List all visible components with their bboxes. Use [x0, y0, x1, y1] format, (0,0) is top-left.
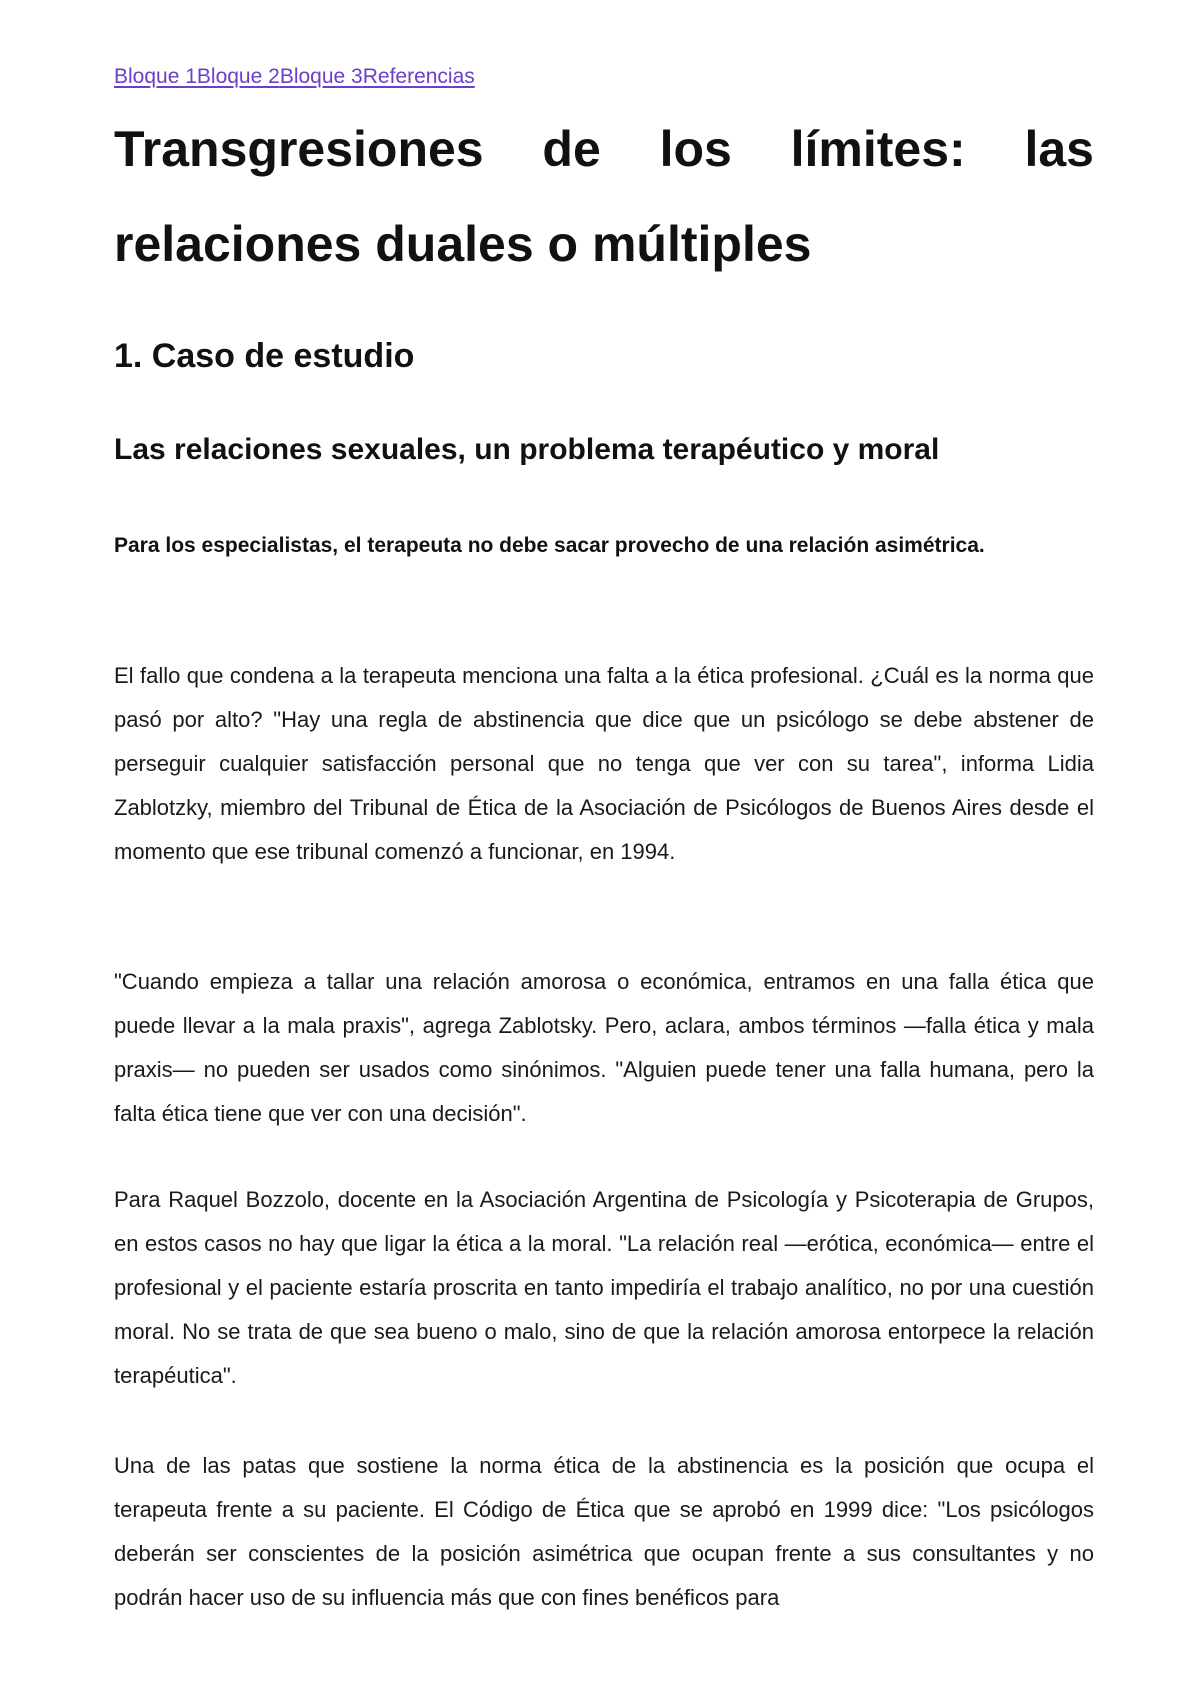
section-heading: 1. Caso de estudio: [114, 337, 415, 375]
nav-link-bloque-2[interactable]: Bloque 2: [196, 65, 280, 88]
body-paragraph-4: Una de las patas que sostiene la norma ética de la abstinencia es la posición que ocupa el terapeuta frente a su paciente. El Código de Ética que se aprobó en 1999 dice: "Los psicólogos deberán ser conscientes de la posición asimétrica que ocupan frente a sus consultantes y no podrán hacer uso de su influencia más que con fines benéficos para: [114, 1453, 1094, 1610]
nav-link-bloque-1[interactable]: Bloque 1: [114, 65, 197, 88]
body-paragraph-2: "Cuando empieza a tallar una relación amorosa o económica, entramos en una falla ética que puede llevar a la mala praxis", agrega Zablotsky. Pero, aclara, ambos términos —falla ética y mala praxis— no pueden ser usados como sinónimos. "Alguien puede tener una falla humana, pero la falta ética tiene que ver con una decisión".: [114, 969, 1094, 1126]
lead-paragraph: Para los especialistas, el terapeuta no debe sacar provecho de una relación asimétrica.: [114, 534, 985, 557]
body-paragraph-1: El fallo que condena a la terapeuta menciona una falta a la ética profesional. ¿Cuál es la norma que pasó por alto? "Hay una regla de abstinencia que dice que un psicólogo se debe abstener de perseguir cualquier satisfacción personal que no tenga que ver con su tarea", informa Lidia Zablotzky, miembro del Tribunal de Ética de la Asociación de Psicólogos de Buenos Aires desde el momento que ese tribunal comenzó a funcionar, en 1994.: [114, 663, 1094, 864]
nav-link-bloque-3[interactable]: Bloque 3: [279, 65, 363, 88]
body-paragraph-3: Para Raquel Bozzolo, docente en la Asociación Argentina de Psicología y Psicoterapia de Grupos, en estos casos no hay que ligar la ética a la moral. "La relación real —erótica, económica— entre el profesional y el paciente estaría proscrita en tanto impediría el trabajo analítico, no por una cuestión moral. No se trata de que sea bueno o malo, sino de que la relación amorosa entorpece la relación terapéutica".: [114, 1187, 1094, 1388]
nav-link-referencias[interactable]: Referencias: [362, 65, 475, 88]
block-navigation: [114, 64, 475, 90]
subheading: Las relaciones sexuales, un problema terapéutico y moral: [114, 433, 940, 466]
document-title: Transgresiones de los límites: las relaciones duales o múltiples: [114, 121, 1094, 272]
